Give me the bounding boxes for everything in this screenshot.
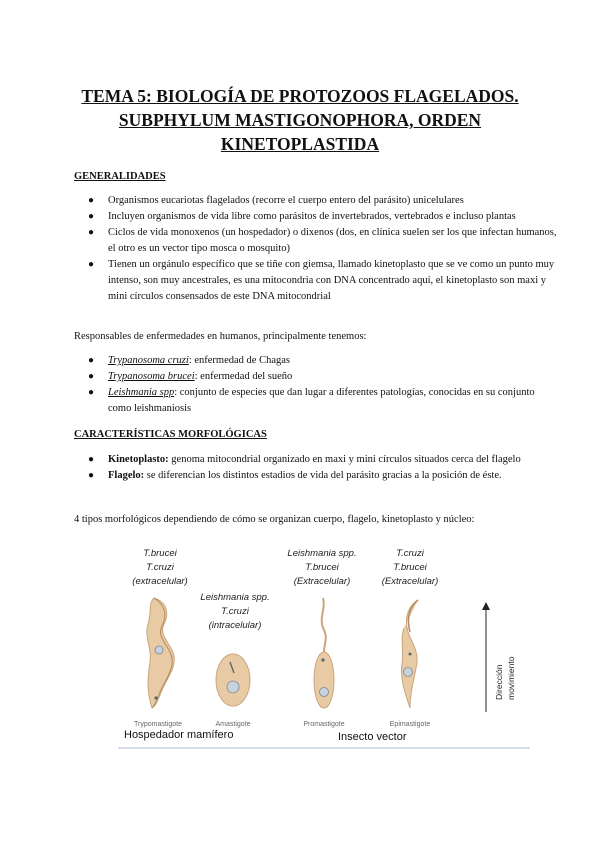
promastigote-illustration <box>314 598 334 708</box>
direction-label-2: movimiento <box>506 656 516 700</box>
title-line-1: TEMA 5: BIOLOGÍA DE PROTOZOOS FLAGELADOS. <box>81 86 519 106</box>
arrow-head-icon <box>482 602 490 610</box>
list-item: ● Kinetoplasto: genoma mitocondrial organizado en maxi y mini círculos situados cerca del flagelo <box>88 454 521 465</box>
list-item: ● Flagelo: se diferencian los distintos estadios de vida del parásito gracias a la posición de éste. <box>88 470 502 481</box>
responsables-intro: Responsables de enfermedades en humanos, principalmente tenemos: <box>74 331 367 342</box>
generalidades-list <box>88 193 558 305</box>
tipos-morfologicos-text: 4 tipos morfológicos dependiendo de cómo se organizan cuerpo, flagelo, kinetoplasto y núcleo: <box>74 514 475 525</box>
svg-text:T.brucei: T.brucei <box>393 562 427 573</box>
svg-text:Leishmania spp.: Leishmania spp. <box>200 592 270 603</box>
list-item: ● Trypanosoma cruzi: enfermedad de Chagas <box>88 355 290 366</box>
caption-amastigote: Amastigote <box>215 721 251 728</box>
caption-trypomastigote: Trypomastigote <box>134 721 182 728</box>
section-heading-morfologicas: CARACTERÍSTICAS MORFOLÓGICAS <box>74 429 267 440</box>
svg-text:T.cruzi: T.cruzi <box>221 606 249 617</box>
title-line-3: KINETOPLASTIDA <box>220 134 380 154</box>
svg-text:Leishmania spp.: Leishmania spp. <box>287 548 357 559</box>
list-item: ● Leishmania spp: conjunto de especies que dan lugar a diferentes patologías, conocidas en su conjunto como leishmaniosis <box>88 387 535 414</box>
page-title <box>60 84 540 156</box>
host-label-mammal: Hospedador mamífero <box>124 729 234 741</box>
svg-text:(Extracelular): (Extracelular) <box>381 576 439 587</box>
morphology-figure <box>118 540 530 752</box>
svg-text:T.brucei: T.brucei <box>305 562 339 573</box>
svg-text:(Extracelular): (Extracelular) <box>293 576 351 587</box>
amastigote-illustration <box>216 654 250 706</box>
label-amastigote <box>200 592 269 631</box>
list-item: ● Trypanosoma brucei: enfermedad del sueño <box>88 371 293 382</box>
direction-label-1: Dirección <box>494 664 504 700</box>
caption-epimastigote: Epimastigote <box>389 721 431 728</box>
svg-text:T.brucei: T.brucei <box>143 548 177 559</box>
epimastigote-illustration <box>401 600 418 708</box>
title-line-2: SUBPHYLUM MASTIGONOPHORA, ORDEN <box>118 110 482 130</box>
label-trypomastigote <box>132 548 187 587</box>
host-label-insect: Insecto vector <box>338 731 407 743</box>
svg-text:T.cruzi: T.cruzi <box>396 548 424 559</box>
list-item: ● Tienen un orgánulo específico que se tiñe con giemsa, llamado kinetoplasto que se ve como un punto muy intenso, son muy ancestrales, es una mitocondria con DNA concentrado aquí, el kinetoplasto son maxi y mini círculos consensados de este DNA mitocondrial <box>88 259 555 302</box>
svg-text:(intracelular): (intracelular) <box>208 620 262 631</box>
svg-text:T.cruzi: T.cruzi <box>146 562 174 573</box>
responsables-list <box>88 353 558 417</box>
list-item: ● Organismos eucariotas flagelados (recorre el cuerpo entero del parásito) unicelulares <box>88 195 464 206</box>
svg-text:(extracelular): (extracelular) <box>132 576 188 587</box>
trypomastigote-illustration <box>147 598 174 708</box>
list-item: ● Ciclos de vida monoxenos (un hospedador) o dixenos (dos, en clínica suelen ser los que infectan humanos, el otro es un vector tipo mosca o mosquito) <box>88 227 557 254</box>
caption-promastigote: Promastigote <box>303 721 345 728</box>
label-epimastigote <box>382 548 439 587</box>
list-item: ● Incluyen organismos de vida libre como parásitos de invertebrados, vertebrados e incluso plantas <box>88 211 516 222</box>
morfologicas-list <box>88 452 558 484</box>
label-promastigote <box>287 548 356 587</box>
section-heading-generalidades: GENERALIDADES <box>74 171 166 182</box>
